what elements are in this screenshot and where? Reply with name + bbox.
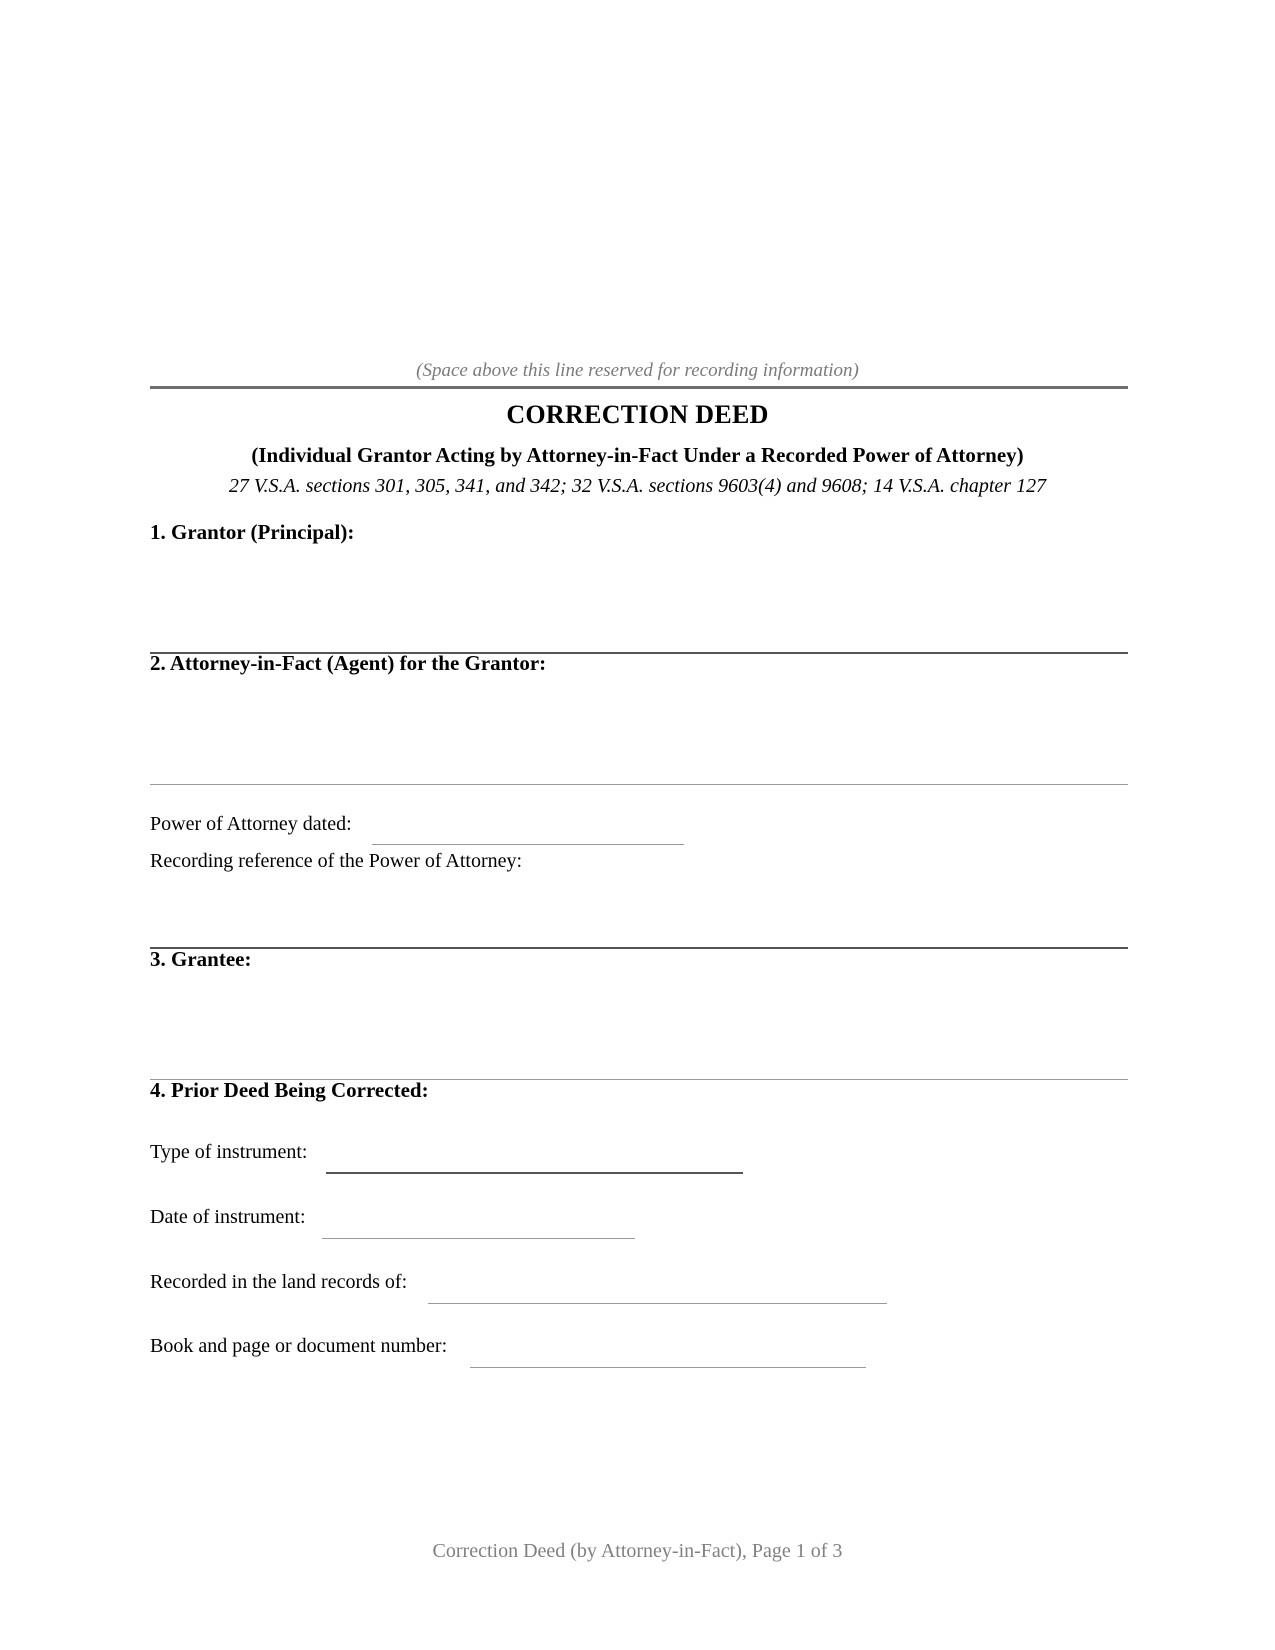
statute-citation: 27 V.S.A. sections 301, 305, 341, and 342; 32 V.S.A. sections 9603(4) and 9608; 14 V.S.A. chapter 127: [228, 475, 1047, 497]
attorney-entry-line[interactable]: [150, 784, 1128, 785]
section-heading-grantor: 1. Grantor (Principal):: [150, 520, 355, 544]
poa-recording-ref-label: Recording reference of the Power of Attorney:: [150, 850, 523, 872]
document-subtitle: (Individual Grantor Acting by Attorney-in-Fact Under a Recorded Power of Attorney): [251, 443, 1024, 467]
type-of-instrument-label: Type of instrument:: [150, 1141, 308, 1163]
date-of-instrument-field[interactable]: [322, 1238, 635, 1239]
land-records-field[interactable]: [428, 1303, 887, 1304]
recording-space-note: (Space above this line reserved for recording information): [416, 360, 859, 381]
book-page-field[interactable]: [470, 1367, 866, 1368]
poa-dated-label: Power of Attorney dated:: [150, 813, 352, 835]
section-heading-prior-deed: 4. Prior Deed Being Corrected:: [150, 1078, 429, 1102]
section-heading-attorney: 2. Attorney-in-Fact (Agent) for the Grantor:: [150, 651, 547, 675]
recording-divider: [150, 386, 1128, 389]
section-heading-grantee: 3. Grantee:: [150, 947, 252, 971]
page-footer: Correction Deed (by Attorney-in-Fact), Page 1 of 3: [432, 1540, 843, 1562]
poa-recording-ref-entry-line[interactable]: [150, 947, 1128, 949]
poa-dated-field[interactable]: [372, 844, 684, 845]
land-records-label: Recorded in the land records of:: [150, 1271, 408, 1293]
document-title: CORRECTION DEED: [506, 400, 769, 429]
type-of-instrument-field[interactable]: [326, 1172, 743, 1174]
book-page-label: Book and page or document number:: [150, 1335, 448, 1357]
date-of-instrument-label: Date of instrument:: [150, 1206, 306, 1228]
